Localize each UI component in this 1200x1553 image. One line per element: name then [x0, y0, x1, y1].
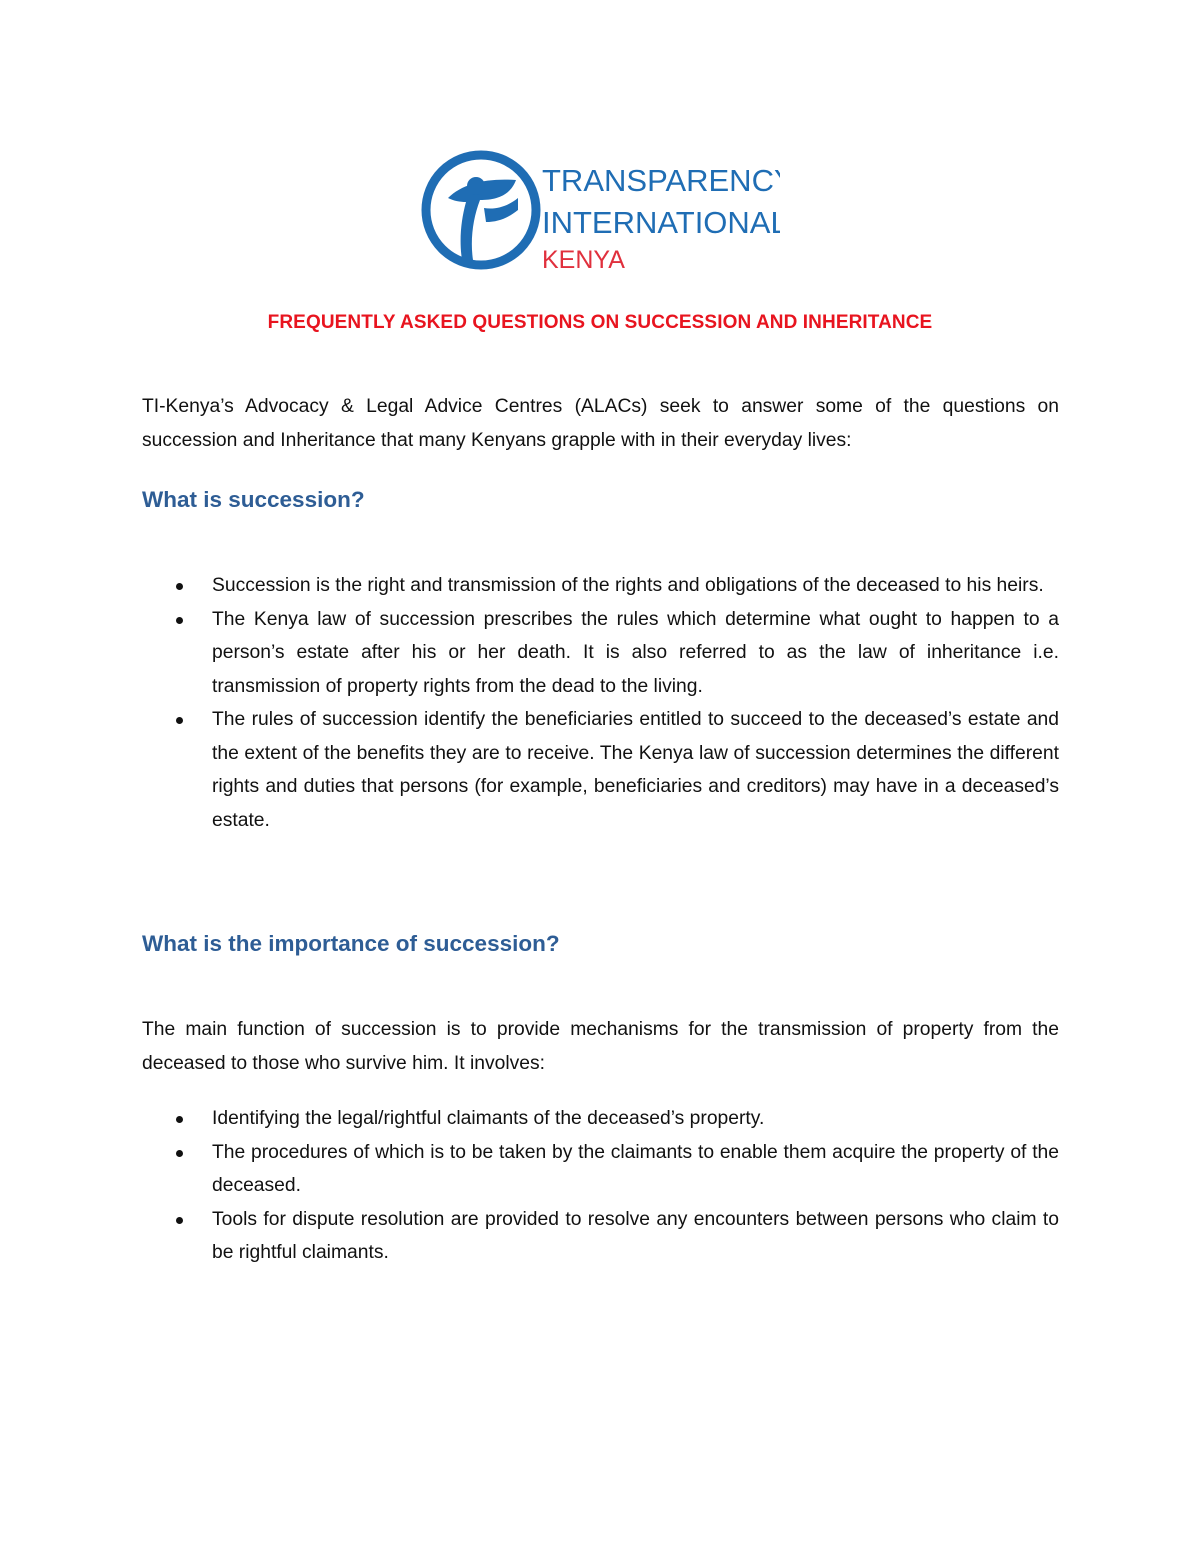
list-item-text: Identifying the legal/rightful claimants of the deceased’s property. [212, 1108, 765, 1129]
bullet-icon [176, 1217, 183, 1224]
organization-logo [418, 148, 780, 276]
list-item [142, 1102, 1059, 1136]
succession-definition-list [142, 569, 1059, 837]
list-item-text: The procedures of which is to be taken by the claimants to enable them acquire the property of the deceased. [212, 1141, 1059, 1196]
importance-paragraph: The main function of succession is to provide mechanisms for the transmission of property from the deceased to those who survive him. It involves: [142, 1019, 1059, 1074]
list-item [142, 603, 1059, 704]
section-heading-importance: What is the importance of succession? [142, 931, 560, 956]
logo-line-3: KENYA [542, 246, 625, 274]
list-item-text: Tools for dispute resolution are provided to resolve any encounters between persons who claim to be rightful claimants. [212, 1208, 1059, 1263]
list-item-text: The rules of succession identify the beneficiaries entitled to succeed to the deceased’s estate and the extent of the benefits they are to receive. The Kenya law of succession determines the different rights and duties that persons (for example, beneficiaries and creditors) may have in a deceased’s estate. [212, 709, 1059, 831]
logo-line-1: TRANSPARENCY [542, 163, 780, 198]
list-item-text: Succession is the right and transmission of the rights and obligations of the deceased to his heirs. [212, 575, 1044, 596]
list-item [142, 703, 1059, 837]
bullet-icon [176, 1150, 183, 1157]
bullet-icon [176, 583, 183, 590]
list-item-text: The Kenya law of succession prescribes the rules which determine what ought to happen to a person’s estate after his or her death. It is also referred to as the law of inheritance i.e. transmission of property rights from the dead to the living. [212, 608, 1059, 697]
list-item [142, 1136, 1059, 1203]
bullet-icon [176, 1116, 183, 1123]
importance-list [142, 1102, 1059, 1270]
list-item [142, 1203, 1059, 1270]
bullet-icon [176, 717, 183, 724]
section-heading-what-is-succession: What is succession? [142, 487, 365, 512]
document-title: FREQUENTLY ASKED QUESTIONS ON SUCCESSION AND INHERITANCE [267, 312, 933, 333]
bullet-icon [176, 617, 183, 624]
list-item [142, 569, 1059, 603]
ti-emblem-icon [418, 148, 780, 276]
intro-paragraph: TI-Kenya’s Advocacy & Legal Advice Centres (ALACs) seek to answer some of the questions on succession and Inheritance that many Kenyans grapple with in their everyday lives: [142, 396, 1059, 451]
logo-line-2: INTERNATIONAL [542, 205, 780, 240]
